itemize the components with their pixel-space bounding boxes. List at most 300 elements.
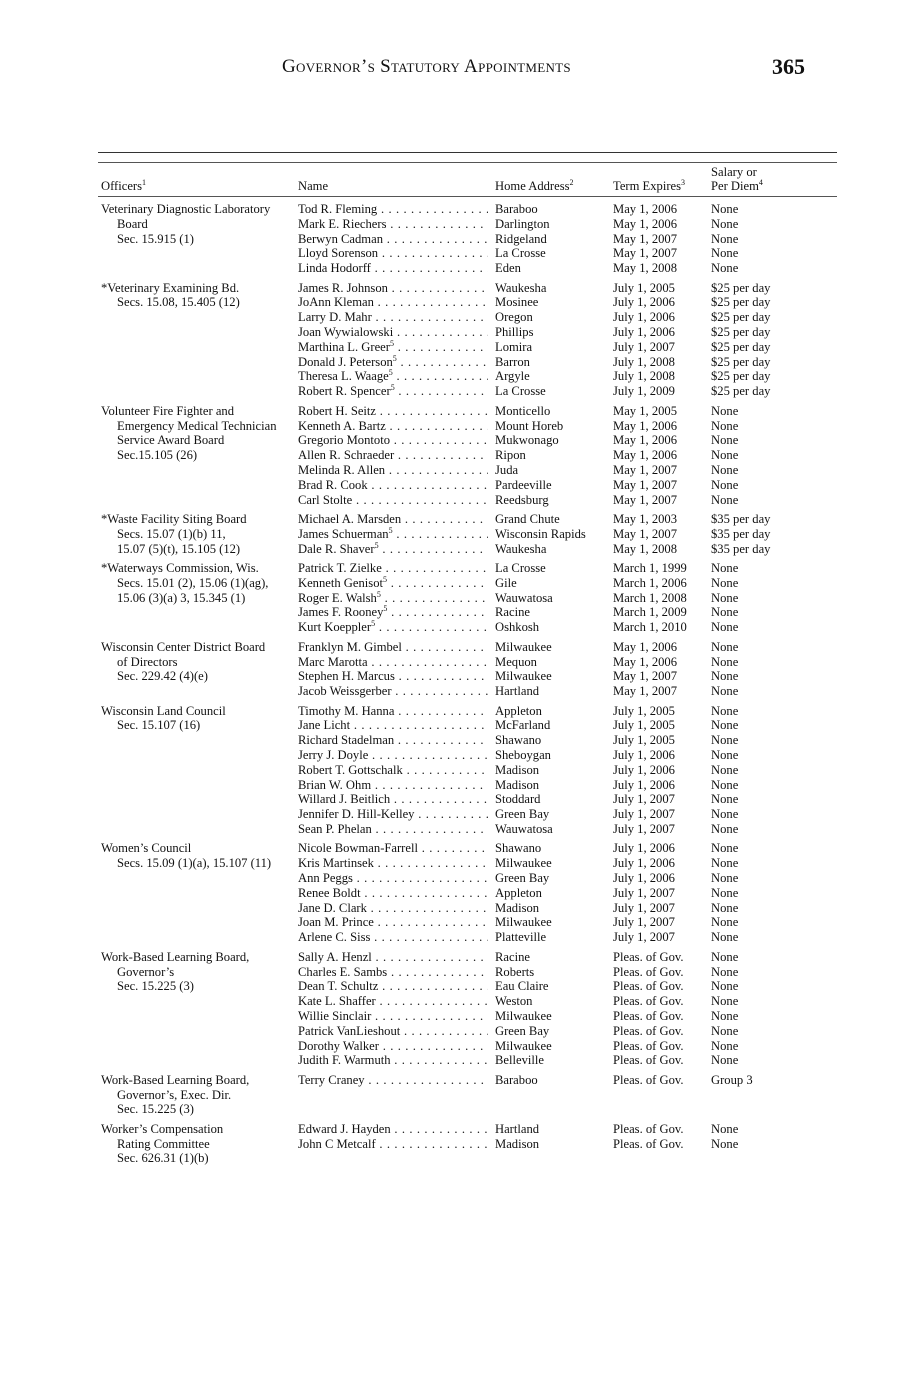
table-row [298, 718, 837, 733]
salary: None [711, 949, 739, 964]
home-address: Weston [495, 994, 613, 1009]
table-row [298, 733, 837, 748]
home-address: Racine [495, 950, 613, 965]
term-expires: July 1, 2007 [613, 930, 675, 945]
salary: None [711, 1008, 739, 1023]
table-row [298, 448, 837, 463]
appointee-name [298, 261, 488, 276]
salary: None [711, 807, 739, 822]
col-salary [711, 165, 763, 193]
appointment-group [98, 704, 837, 837]
appointee-name-text: Brad R. Cook [298, 477, 368, 492]
appointee-name [298, 404, 488, 419]
home-address: Madison [495, 901, 613, 916]
appointee-name-text: Marc Marotta [298, 654, 368, 669]
home-address: Baraboo [495, 1073, 613, 1088]
salary: None [711, 477, 739, 492]
table-row [298, 591, 837, 606]
officer-line: *Waste Facility Siting Board [101, 512, 247, 526]
appointee-name-text: JoAnn Kleman [298, 295, 374, 310]
salary: None [711, 246, 739, 261]
table-row [298, 340, 837, 355]
term-expires: July 1, 2005 [613, 703, 675, 718]
home-address: Milwaukee [495, 669, 613, 684]
officer-line: Service Award Board [117, 433, 225, 448]
officer-line: 15.07 (5)(t), 15.105 (12) [117, 541, 241, 556]
term-expires: May 1, 2007 [613, 669, 678, 684]
home-address: Mount Horeb [495, 419, 613, 434]
term-expires: May 1, 2007 [613, 462, 678, 477]
term-expires: May 1, 2006 [613, 448, 678, 463]
col-term [613, 179, 685, 193]
appointee-name [298, 448, 488, 463]
table-row [298, 310, 837, 325]
salary: $25 per day [711, 339, 771, 354]
appointee-name [298, 1024, 488, 1039]
table-row [298, 1122, 837, 1137]
table-row [298, 807, 837, 822]
footnote-mark: 5 [390, 384, 395, 393]
appointee-name-text: Linda Hodorff [298, 261, 371, 276]
appointee-name [298, 527, 488, 542]
table-row [298, 419, 837, 434]
appointee-name [298, 718, 488, 733]
home-address: Gile [495, 576, 613, 591]
appointee-name [298, 232, 488, 247]
appointee-name [298, 384, 488, 399]
appointee-name-text: Lloyd Sorenson [298, 246, 379, 261]
home-address: Madison [495, 778, 613, 793]
salary: $25 per day [711, 310, 771, 325]
appointee-name-text: Gregorio Montoto [298, 433, 390, 448]
home-address: Hartland [495, 684, 613, 699]
appointee-name-text: Michael A. Marsden [298, 512, 402, 526]
officer-line: Secs. 15.07 (1)(b) 11, [117, 526, 226, 541]
home-address: Milwaukee [495, 1009, 613, 1024]
officer-cell [101, 841, 296, 871]
appointee-name [298, 994, 488, 1009]
table-row [298, 355, 837, 370]
table-row [298, 561, 837, 576]
table-row [298, 527, 837, 542]
appointee-name-text: Dorothy Walker [298, 1038, 379, 1053]
col-name: Name [298, 179, 329, 193]
salary: None [711, 448, 739, 463]
officer-line: Governor’s, Exec. Dir. [117, 1087, 232, 1102]
appointee-name [298, 930, 488, 945]
footnote-mark: 5 [376, 590, 381, 599]
term-expires: May 1, 2007 [613, 526, 678, 541]
table-row [298, 778, 837, 793]
appointee-name-text: Willie Sinclair [298, 1008, 372, 1023]
term-expires: July 1, 2006 [613, 871, 675, 886]
term-expires: May 1, 2006 [613, 433, 678, 448]
appointment-group [98, 1073, 837, 1117]
officer-cell [101, 281, 296, 311]
appointment-group [98, 640, 837, 699]
table-row [298, 901, 837, 916]
col-term-label: Term Expires [613, 179, 682, 193]
salary: None [711, 261, 739, 276]
appointee-name-text: James F. Rooney [298, 605, 384, 620]
salary: $35 per day [711, 526, 771, 541]
home-address: Hartland [495, 1122, 613, 1137]
appointee-name-text: Nicole Bowman-Farrell [298, 841, 418, 856]
appointee-name [298, 217, 488, 232]
home-address: Madison [495, 763, 613, 778]
officer-line: Sec. 15.225 (3) [117, 1102, 194, 1117]
term-expires: May 1, 2006 [613, 216, 678, 231]
term-expires: July 1, 2006 [613, 841, 675, 856]
appointee-name-text: James R. Johnson [298, 280, 388, 295]
salary: None [711, 1053, 739, 1068]
term-expires: May 1, 2008 [613, 541, 678, 556]
appointee-name-text: Jane Licht [298, 718, 351, 733]
officer-line: Sec. 15.915 (1) [117, 231, 194, 246]
term-expires: July 1, 2006 [613, 856, 675, 871]
spacer-row [298, 1102, 837, 1117]
appointee-name-text: Edward J. Hayden [298, 1121, 391, 1136]
home-address: Milwaukee [495, 640, 613, 655]
officer-line: of Directors [117, 654, 178, 669]
salary: None [711, 620, 739, 635]
appointee-name-text: Theresa L. Waage [298, 369, 389, 384]
officer-line: Work-Based Learning Board, [101, 949, 250, 964]
appointee-name [298, 748, 488, 763]
col-officers-label: Officers [101, 179, 143, 193]
home-address: Milwaukee [495, 1039, 613, 1054]
table-row [298, 1137, 837, 1152]
officer-line: Sec. 15.225 (3) [117, 979, 194, 994]
salary: None [711, 202, 739, 216]
home-address: Milwaukee [495, 915, 613, 930]
appointee-name [298, 979, 488, 994]
appointee-name-text: Larry D. Mahr [298, 310, 372, 325]
home-address: Wisconsin Rapids [495, 527, 613, 542]
term-expires: May 1, 2003 [613, 512, 678, 526]
appointee-name-text: Jane D. Clark [298, 900, 367, 915]
salary: None [711, 703, 739, 718]
term-expires: Pleas. of Gov. [613, 949, 684, 964]
officer-cell [101, 1073, 296, 1117]
term-expires: July 1, 2007 [613, 885, 675, 900]
officer-line: Secs. 15.08, 15.405 (12) [117, 295, 240, 310]
appointee-name [298, 478, 488, 493]
appointee-name [298, 576, 488, 591]
appointee-name-text: Robert H. Seitz [298, 403, 376, 418]
salary: None [711, 718, 739, 733]
table-row [298, 1073, 837, 1088]
term-expires: May 1, 2006 [613, 418, 678, 433]
appointee-name-text: Mark E. Riechers [298, 216, 387, 231]
col-officers [101, 179, 146, 193]
home-address: Oregon [495, 310, 613, 325]
col-salary-line2: Per Diem [711, 179, 759, 193]
footnote-mark: 5 [371, 620, 376, 629]
appointee-name-text: Franklyn M. Gimbel [298, 639, 402, 654]
salary: $25 per day [711, 369, 771, 384]
home-address: La Crosse [495, 384, 613, 399]
appointee-name [298, 915, 488, 930]
appointee-name [298, 778, 488, 793]
term-expires: May 1, 2005 [613, 403, 678, 418]
appointee-name [298, 202, 488, 217]
table-row [298, 325, 837, 340]
officer-line: Emergency Medical Technician [117, 418, 277, 433]
appointment-group [98, 950, 837, 1068]
appointee-name [298, 355, 488, 370]
officer-line: Veterinary Diagnostic Laboratory [101, 202, 271, 216]
table-row [298, 542, 837, 557]
appointment-group [98, 512, 837, 556]
appointee-name-text: Tod R. Fleming [298, 202, 378, 216]
home-address: Green Bay [495, 1024, 613, 1039]
table-row [298, 493, 837, 508]
officer-cell [101, 512, 296, 556]
term-expires: July 1, 2006 [613, 325, 675, 340]
table-row [298, 994, 837, 1009]
officer-line: Board [117, 216, 148, 231]
home-address: Waukesha [495, 542, 613, 557]
officer-cell [101, 404, 296, 463]
table-row [298, 871, 837, 886]
home-address: Green Bay [495, 807, 613, 822]
table-row [298, 295, 837, 310]
officer-line: Rating Committee [117, 1136, 210, 1151]
home-address: La Crosse [495, 246, 613, 261]
term-expires: March 1, 1999 [613, 561, 687, 576]
appointee-name [298, 871, 488, 886]
appointee-name [298, 433, 488, 448]
officer-line: Sec. 15.107 (16) [117, 718, 201, 733]
table-row [298, 281, 837, 296]
home-address: Roberts [495, 965, 613, 980]
salary: None [711, 930, 739, 945]
salary: None [711, 964, 739, 979]
home-address: Darlington [495, 217, 613, 232]
running-title: Governor’s Statutory Appointments [282, 56, 571, 77]
term-expires: July 1, 2007 [613, 915, 675, 930]
home-address: Eau Claire [495, 979, 613, 994]
appointee-name-text: Marthina L. Greer [298, 339, 390, 354]
table-row [298, 886, 837, 901]
appointee-name-text: Robert R. Spencer [298, 384, 391, 399]
term-expires: July 1, 2007 [613, 900, 675, 915]
home-address: Belleville [495, 1053, 613, 1068]
appointee-name-text: Jennifer D. Hill-Kelley [298, 807, 415, 822]
home-address: Milwaukee [495, 856, 613, 871]
appointee-name [298, 542, 488, 557]
term-expires: March 1, 2010 [613, 620, 687, 635]
appointee-name [298, 419, 488, 434]
salary: None [711, 605, 739, 620]
home-address: Madison [495, 1137, 613, 1152]
appointee-name-text: Kurt Koeppler [298, 620, 372, 635]
salary: None [711, 231, 739, 246]
appointee-name [298, 369, 488, 384]
officer-line: *Veterinary Examining Bd. [101, 280, 240, 295]
appointee-name-text: Ann Peggs [298, 871, 353, 886]
home-address: Baraboo [495, 202, 613, 217]
appointee-name [298, 340, 488, 355]
home-address: Argyle [495, 369, 613, 384]
appointee-name [298, 310, 488, 325]
appointee-name [298, 886, 488, 901]
salary: None [711, 654, 739, 669]
term-expires: Pleas. of Gov. [613, 994, 684, 1009]
table-row [298, 856, 837, 871]
term-expires: July 1, 2005 [613, 718, 675, 733]
officer-cell [101, 640, 296, 684]
term-expires: July 1, 2006 [613, 762, 675, 777]
home-address: Appleton [495, 886, 613, 901]
appointment-group [98, 561, 837, 635]
appointee-name-text: Allen R. Schraeder [298, 448, 395, 463]
salary: $25 per day [711, 354, 771, 369]
term-expires: July 1, 2005 [613, 733, 675, 748]
salary: None [711, 900, 739, 915]
appointee-name [298, 822, 488, 837]
col-address-note: 2 [569, 177, 574, 187]
home-address: Lomira [495, 340, 613, 355]
term-expires: Pleas. of Gov. [613, 1023, 684, 1038]
appointee-name [298, 763, 488, 778]
term-expires: May 1, 2007 [613, 477, 678, 492]
appointee-name [298, 704, 488, 719]
appointee-name-text: Charles E. Sambs [298, 964, 388, 979]
appointment-group [98, 202, 837, 276]
col-salary-note: 4 [758, 177, 763, 187]
home-address: Mosinee [495, 295, 613, 310]
table-row [298, 748, 837, 763]
salary: None [711, 841, 739, 856]
term-expires: May 1, 2007 [613, 246, 678, 261]
officer-line: Work-Based Learning Board, [101, 1072, 250, 1087]
appointee-name [298, 463, 488, 478]
home-address: Juda [495, 463, 613, 478]
spacer-row [298, 1088, 837, 1103]
appointee-name-text: Sean P. Phelan [298, 822, 372, 836]
table-row [298, 261, 837, 276]
table-row [298, 640, 837, 655]
footnote-mark: 5 [374, 541, 379, 550]
appointment-group [98, 841, 837, 945]
table-row [298, 232, 837, 247]
salary: None [711, 492, 739, 507]
home-address: Wauwatosa [495, 591, 613, 606]
footnote-mark: 5 [392, 354, 397, 363]
appointee-name-text: Sally A. Henzl [298, 949, 372, 964]
term-expires: May 1, 2007 [613, 492, 678, 507]
appointee-name-text: Patrick T. Zielke [298, 561, 382, 576]
appointee-name [298, 1122, 488, 1137]
salary: None [711, 733, 739, 748]
salary: None [711, 1136, 739, 1151]
officer-line: Wisconsin Center District Board [101, 639, 266, 654]
table-row [298, 915, 837, 930]
term-expires: Pleas. of Gov. [613, 1121, 684, 1136]
appointee-name [298, 640, 488, 655]
home-address: Phillips [495, 325, 613, 340]
home-address: Grand Chute [495, 512, 613, 527]
table-row [298, 217, 837, 232]
table-row [298, 478, 837, 493]
term-expires: July 1, 2009 [613, 384, 675, 399]
salary: None [711, 994, 739, 1009]
salary: None [711, 792, 739, 807]
appointee-name-text: Dean T. Schultz [298, 979, 379, 994]
salary: None [711, 856, 739, 871]
appointee-name [298, 512, 488, 527]
col-address [495, 179, 574, 193]
officer-cell [101, 704, 296, 734]
appointee-name [298, 669, 488, 684]
table-body [98, 202, 837, 1166]
salary: None [711, 915, 739, 930]
salary: $25 per day [711, 325, 771, 340]
appointee-name-text: Joan M. Prince [298, 915, 374, 930]
appointee-name [298, 901, 488, 916]
officer-line: Wisconsin Land Council [101, 703, 226, 718]
salary: $25 per day [711, 295, 771, 310]
top-rule [98, 152, 837, 153]
home-address: Monticello [495, 404, 613, 419]
officer-line: Sec. 229.42 (4)(e) [117, 669, 208, 684]
term-expires: July 1, 2005 [613, 280, 675, 295]
home-address: Reedsburg [495, 493, 613, 508]
table-row [298, 202, 837, 217]
salary: Group 3 [711, 1072, 753, 1087]
salary: None [711, 822, 739, 836]
table-row [298, 965, 837, 980]
term-expires: May 1, 2007 [613, 231, 678, 246]
appointee-name-text: Terry Craney [298, 1072, 365, 1087]
salary: None [711, 777, 739, 792]
term-expires: Pleas. of Gov. [613, 1038, 684, 1053]
home-address: Shawano [495, 841, 613, 856]
appointee-name-text: Stephen H. Marcus [298, 669, 395, 684]
officer-line: Women’s Council [101, 841, 192, 856]
officer-line: Secs. 15.01 (2), 15.06 (1)(ag), [117, 575, 269, 590]
officer-line: 15.06 (3)(a) 3, 15.345 (1) [117, 590, 246, 605]
officer-cell [101, 950, 296, 994]
appointee-name [298, 965, 488, 980]
appointee-name [298, 605, 488, 620]
officer-line: Secs. 15.09 (1)(a), 15.107 (11) [117, 856, 272, 871]
appointee-name [298, 792, 488, 807]
term-expires: Pleas. of Gov. [613, 1072, 684, 1087]
appointee-name [298, 246, 488, 261]
salary: None [711, 216, 739, 231]
header-bottom-rule [98, 196, 837, 197]
salary: None [711, 885, 739, 900]
home-address: Ripon [495, 448, 613, 463]
term-expires: July 1, 2008 [613, 354, 675, 369]
salary: None [711, 433, 739, 448]
table-row [298, 620, 837, 635]
term-expires: May 1, 2007 [613, 684, 678, 699]
appointee-name-text: Joan Wywialowski [298, 325, 394, 340]
home-address: Appleton [495, 704, 613, 719]
table-row [298, 384, 837, 399]
term-expires: July 1, 2006 [613, 777, 675, 792]
term-expires: Pleas. of Gov. [613, 979, 684, 994]
home-address: Oshkosh [495, 620, 613, 635]
table-row [298, 792, 837, 807]
appointee-name-text: Kate L. Shaffer [298, 994, 376, 1009]
officer-cell [101, 561, 296, 605]
term-expires: July 1, 2006 [613, 748, 675, 763]
